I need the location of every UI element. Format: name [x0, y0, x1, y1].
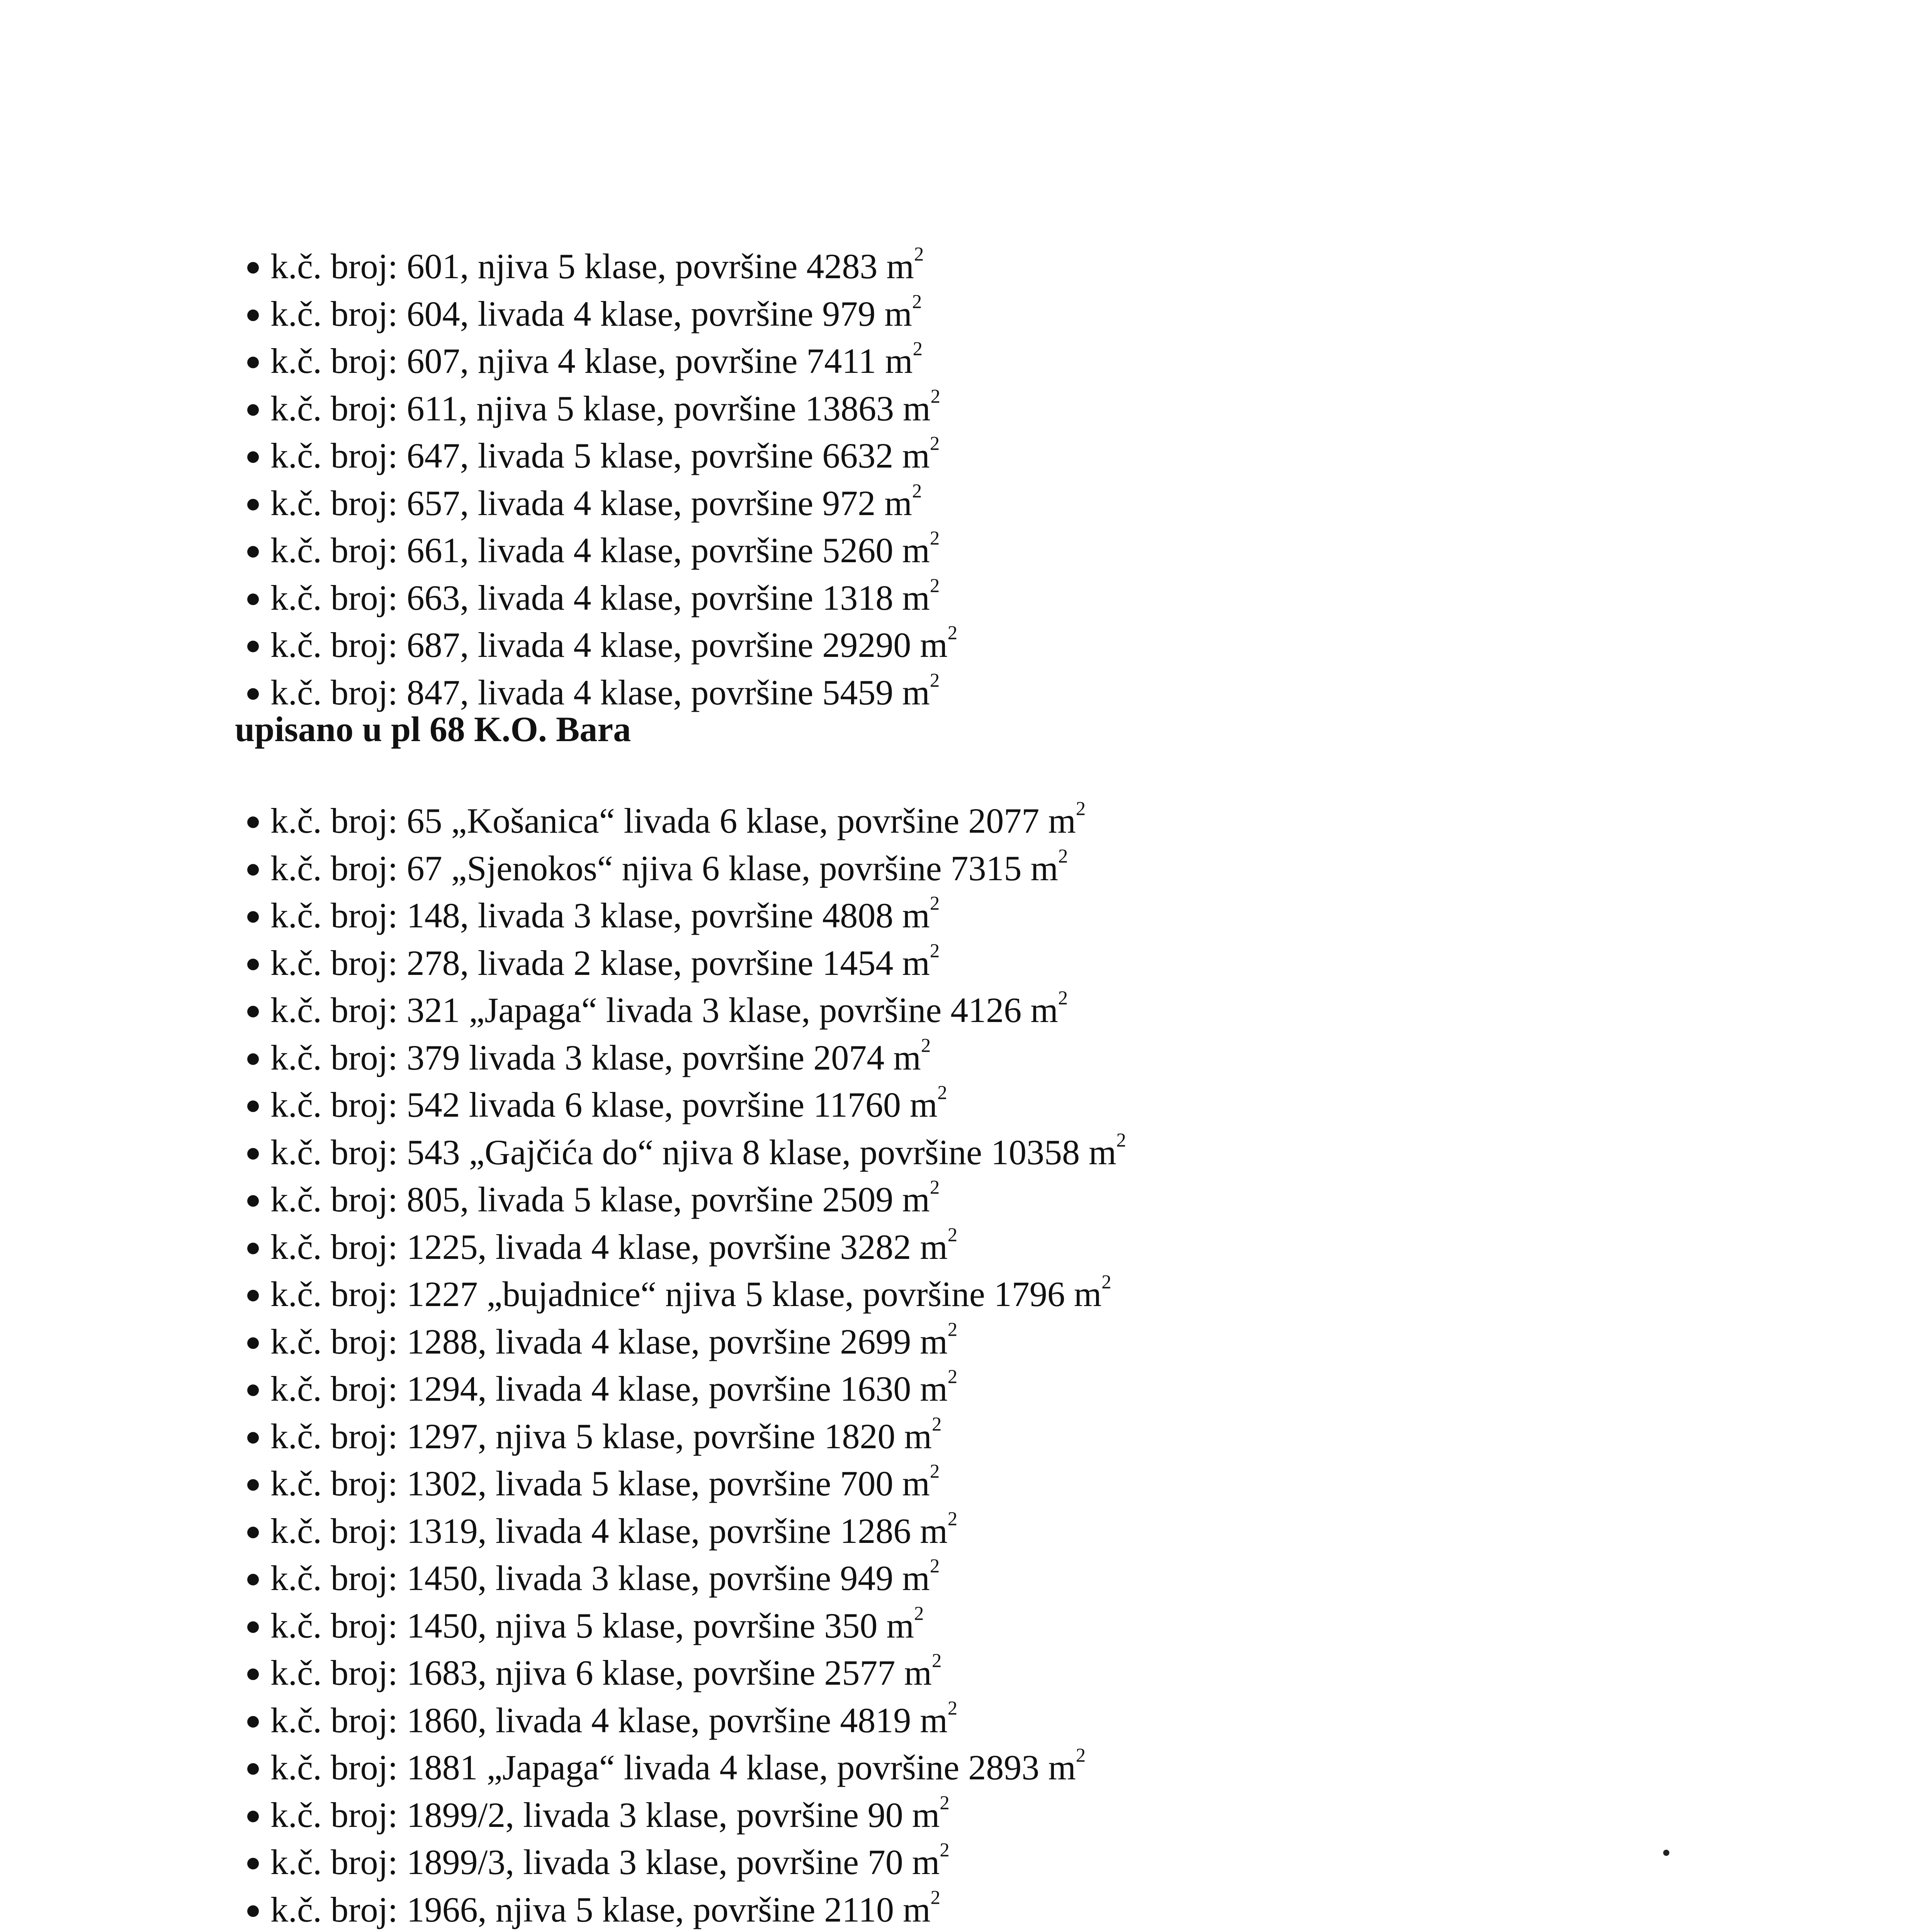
bullet-icon: [247, 1337, 259, 1349]
parcel-list-item: [270, 527, 957, 574]
bullet-icon: [247, 1574, 259, 1585]
parcel-list-item: [270, 1744, 1126, 1791]
bullet-icon: [247, 404, 259, 416]
parcel-text: k.č. broj: 1881 „Japaga“ livada 4 klase, površine 2893 m: [270, 1748, 1076, 1787]
bullet-icon: [247, 864, 259, 876]
parcel-text: k.č. broj: 1450, livada 3 klase, površine 949 m: [270, 1558, 930, 1598]
area-unit-exponent: 2: [912, 480, 922, 502]
parcel-list-item: [270, 1081, 1126, 1129]
parcel-text: k.č. broj: 611, njiva 5 klase, površine 13863 m: [270, 388, 931, 428]
bullet-icon: [247, 451, 259, 463]
parcel-list-item: [270, 432, 957, 480]
parcel-text: k.č. broj: 543 „Gajčića do“ njiva 8 klase, površine 10358 m: [270, 1132, 1117, 1172]
parcel-text: k.č. broj: 321 „Japaga“ livada 3 klase, površine 4126 m: [270, 990, 1058, 1030]
area-unit-exponent: 2: [930, 385, 940, 407]
parcel-text: k.č. broj: 148, livada 3 klase, površine 4808 m: [270, 896, 930, 935]
area-unit-exponent: 2: [947, 622, 958, 644]
bullet-icon: [247, 1053, 259, 1065]
parcel-list-item: [270, 1838, 1126, 1886]
parcel-text: k.č. broj: 687, livada 4 klase, površine 29290 m: [270, 625, 948, 665]
area-unit-exponent: 2: [947, 1318, 958, 1340]
area-unit-exponent: 2: [947, 1507, 958, 1529]
parcel-list-item: [270, 574, 957, 622]
parcel-text: k.č. broj: 1297, njiva 5 klase, površine 1820 m: [270, 1416, 932, 1456]
bullet-icon: [247, 1148, 259, 1160]
parcel-list-item: [270, 1649, 1126, 1697]
parcel-list-item: [270, 1365, 1126, 1413]
bullet-icon: [247, 1290, 259, 1301]
parcel-list-item: [270, 892, 1126, 939]
bullet-icon: [247, 310, 259, 321]
parcel-list-a: [270, 243, 957, 716]
area-unit-exponent: 2: [921, 1034, 931, 1056]
parcel-text: k.č. broj: 1899/2, livada 3 klase, površine 90 m: [270, 1795, 940, 1835]
parcel-list-item: [270, 1176, 1126, 1223]
parcel-text: k.č. broj: 1288, livada 4 klase, površine 2699 m: [270, 1321, 948, 1361]
area-unit-exponent: 2: [947, 1366, 958, 1388]
parcel-list-item: [270, 939, 1126, 987]
bullet-icon: [247, 1195, 259, 1207]
bullet-icon: [247, 546, 259, 558]
parcel-text: k.č. broj: 1225, livada 4 klase, površine 3282 m: [270, 1227, 948, 1267]
bullet-icon: [247, 499, 259, 510]
area-unit-exponent: 2: [931, 1413, 942, 1435]
area-unit-exponent: 2: [1058, 845, 1068, 867]
bullet-icon: [247, 1905, 259, 1917]
parcel-text: k.č. broj: 1683, njiva 6 klase, površine 2577 m: [270, 1653, 932, 1692]
parcel-list-item: [270, 290, 957, 338]
bullet-icon: [247, 1100, 259, 1112]
bullet-icon: [247, 1716, 259, 1728]
parcel-list-item: [270, 986, 1126, 1034]
area-unit-exponent: 2: [931, 1650, 942, 1672]
parcel-list-item: [270, 1318, 1126, 1366]
bullet-icon: [247, 1432, 259, 1444]
bullet-icon: [247, 688, 259, 700]
area-unit-exponent: 2: [914, 1602, 924, 1624]
parcel-list-item: [270, 1554, 1126, 1602]
area-unit-exponent: 2: [930, 574, 940, 596]
bullet-icon: [247, 1668, 259, 1680]
parcel-list-item: [270, 480, 957, 527]
bullet-icon: [247, 1811, 259, 1822]
bullet-icon: [247, 1858, 259, 1869]
parcel-list-item: [270, 1602, 1126, 1650]
parcel-list-item: [270, 1034, 1126, 1082]
bullet-icon: [247, 1763, 259, 1775]
area-unit-exponent: 2: [1116, 1129, 1126, 1151]
bullet-icon: [247, 641, 259, 652]
bullet-icon: [247, 1479, 259, 1491]
parcel-text: k.č. broj: 607, njiva 4 klase, površine 7411 m: [270, 341, 913, 381]
bullet-icon: [247, 911, 259, 923]
area-unit-exponent: 2: [912, 290, 922, 312]
parcel-text: k.č. broj: 65 „Košanica“ livada 6 klase, površine 2077 m: [270, 801, 1076, 840]
bullet-icon: [247, 1527, 259, 1538]
parcel-list-item: [270, 1507, 1126, 1555]
parcel-text: k.č. broj: 67 „Sjenokos“ njiva 6 klase, površine 7315 m: [270, 848, 1059, 888]
parcel-text: k.č. broj: 1860, livada 4 klase, površine 4819 m: [270, 1700, 948, 1740]
area-unit-exponent: 2: [947, 1223, 958, 1245]
parcel-text: k.č. broj: 1227 „bujadnice“ njiva 5 klase, površine 1796 m: [270, 1274, 1102, 1314]
parcel-text: k.č. broj: 657, livada 4 klase, površine 972 m: [270, 483, 912, 523]
parcel-text: k.č. broj: 663, livada 4 klase, površine 1318 m: [270, 578, 930, 617]
parcel-text: k.č. broj: 1966, njiva 5 klase, površine 2110 m: [270, 1889, 931, 1929]
area-unit-exponent: 2: [930, 892, 940, 914]
parcel-text: k.č. broj: 1294, livada 4 klase, površine 1630 m: [270, 1369, 948, 1408]
parcel-text: k.č. broj: 1899/3, livada 3 klase, površine 70 m: [270, 1842, 940, 1882]
bullet-icon: [247, 959, 259, 970]
parcel-list-item: [270, 337, 957, 385]
parcel-list-item: [270, 1413, 1126, 1460]
parcel-text: k.č. broj: 278, livada 2 klase, površine 1454 m: [270, 943, 930, 983]
parcel-list-item: [270, 797, 1126, 845]
parcel-list-item: [270, 1223, 1126, 1271]
parcel-text: k.č. broj: 661, livada 4 klase, površine 5260 m: [270, 531, 930, 570]
parcel-text: k.č. broj: 601, njiva 5 klase, površine 4283 m: [270, 247, 914, 286]
scan-speck: [1663, 1850, 1669, 1856]
bullet-icon: [247, 1006, 259, 1017]
parcel-list-item: [270, 621, 957, 669]
area-unit-exponent: 2: [1101, 1271, 1111, 1293]
parcel-text: k.č. broj: 805, livada 5 klase, površine 2509 m: [270, 1180, 930, 1219]
area-unit-exponent: 2: [940, 1791, 950, 1813]
area-unit-exponent: 2: [1076, 1744, 1086, 1766]
parcel-list-item: [270, 1129, 1126, 1176]
parcel-text: k.č. broj: 1450, njiva 5 klase, površine 350 m: [270, 1605, 914, 1645]
area-unit-exponent: 2: [930, 1886, 940, 1908]
area-unit-exponent: 2: [930, 432, 940, 454]
parcel-list-item: [270, 1460, 1126, 1507]
bullet-icon: [247, 816, 259, 828]
area-unit-exponent: 2: [930, 939, 940, 961]
section-heading: upisano u pl 68 K.O. Bara: [235, 709, 631, 749]
parcel-list-b: [270, 797, 1126, 1932]
area-unit-exponent: 2: [1076, 798, 1086, 820]
parcel-text: k.č. broj: 1319, livada 4 klase, površine 1286 m: [270, 1511, 948, 1551]
bullet-icon: [247, 1384, 259, 1396]
bullet-icon: [247, 357, 259, 368]
area-unit-exponent: 2: [914, 243, 924, 265]
area-unit-exponent: 2: [940, 1839, 950, 1861]
parcel-list-item: [270, 1270, 1126, 1318]
parcel-text: k.č. broj: 379 livada 3 klase, površine 2074 m: [270, 1037, 921, 1077]
parcel-text: k.č. broj: 847, livada 4 klase, površine 5459 m: [270, 672, 930, 712]
parcel-list-item: [270, 845, 1126, 892]
parcel-text: k.č. broj: 1302, livada 5 klase, površine 700 m: [270, 1464, 930, 1503]
bullet-icon: [247, 1621, 259, 1633]
area-unit-exponent: 2: [947, 1697, 958, 1719]
area-unit-exponent: 2: [937, 1082, 947, 1104]
area-unit-exponent: 2: [930, 669, 940, 691]
bullet-icon: [247, 262, 259, 274]
parcel-text: k.č. broj: 647, livada 5 klase, površine 6632 m: [270, 436, 930, 475]
parcel-list-item: [270, 1886, 1126, 1932]
area-unit-exponent: 2: [930, 1555, 940, 1577]
parcel-list-item: [270, 243, 957, 290]
parcel-list-item: [270, 1791, 1126, 1839]
parcel-list-item: [270, 385, 957, 432]
area-unit-exponent: 2: [1058, 987, 1068, 1009]
area-unit-exponent: 2: [930, 1460, 940, 1482]
area-unit-exponent: 2: [913, 338, 923, 360]
parcel-text: k.č. broj: 604, livada 4 klase, površine 979 m: [270, 294, 912, 333]
area-unit-exponent: 2: [930, 527, 940, 549]
bullet-icon: [247, 1243, 259, 1254]
area-unit-exponent: 2: [930, 1176, 940, 1198]
parcel-list-item: [270, 1697, 1126, 1744]
parcel-text: k.č. broj: 542 livada 6 klase, površine 11760 m: [270, 1085, 938, 1124]
bullet-icon: [247, 594, 259, 605]
